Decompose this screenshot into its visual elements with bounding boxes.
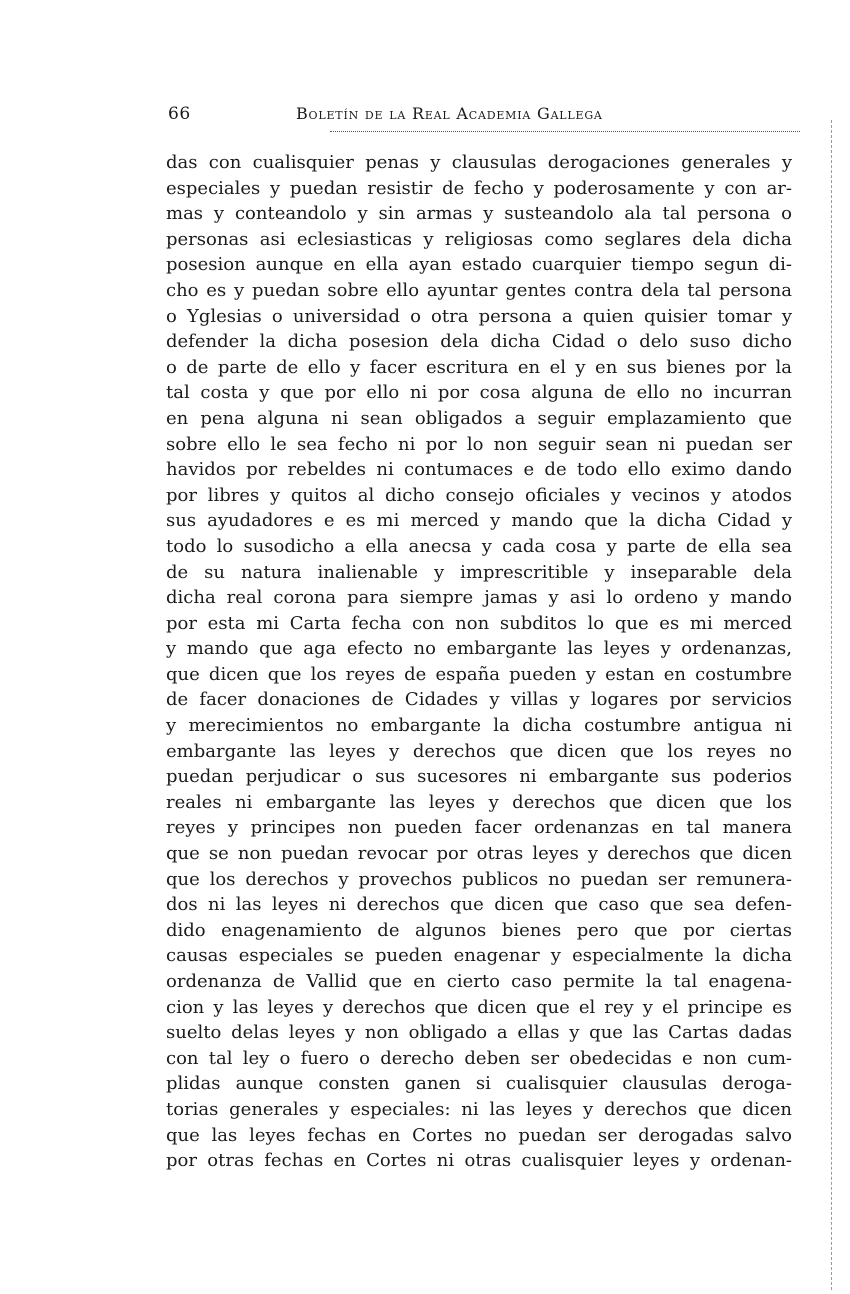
- text-line: por libres y quitos al dicho consejo oficiales y vecinos y atodos: [166, 484, 792, 506]
- page-number: 66: [168, 104, 191, 124]
- text-line: cho es y puedan sobre ello ayuntar gentes contra dela tal persona: [166, 279, 792, 301]
- text-line: por otras fechas en Cortes ni otras cualisquier leyes y ordenan-: [166, 1150, 792, 1172]
- page-edge-shadow: [831, 120, 832, 1290]
- text-line: sus ayudadores e es mi merced y mando que la dicha Cidad y: [166, 510, 792, 532]
- text-line: que las leyes fechas en Cortes no puedan ser derogadas salvo: [166, 1124, 792, 1146]
- body-text: [166, 150, 792, 1174]
- text-line: todo lo susodicho a ella anecsa y cada cosa y parte de ella sea: [166, 535, 792, 557]
- text-line: posesion aunque en ella ayan estado cuarquier tiempo segun di-: [166, 254, 792, 276]
- text-line: en pena alguna ni sean obligados a seguir emplazamiento que: [166, 407, 792, 429]
- text-line: plidas aunque consten ganen si cualisquier clausulas deroga-: [166, 1073, 792, 1095]
- text-line: causas especiales se pueden enagenar y especialmente la dicha: [166, 945, 792, 967]
- text-line: que se non puedan revocar por otras leyes y derechos que dicen: [166, 843, 792, 865]
- text-line: dos ni las leyes ni derechos que dicen que caso que sea defen-: [166, 894, 792, 916]
- text-line: tal costa y que por ello ni por cosa alguna de ello no incurran: [166, 382, 792, 404]
- text-line: especiales y puedan resistir de fecho y poderosamente y con ar-: [166, 177, 792, 199]
- text-line: que los derechos y provechos publicos no puedan ser remunera-: [166, 868, 792, 890]
- text-line: de su natura inalienable y imprescritible y inseparable dela: [166, 561, 792, 583]
- text-line: o Yglesias o universidad o otra persona a quien quisier tomar y: [166, 305, 792, 327]
- text-line: torias generales y especiales: ni las leyes y derechos que dicen: [166, 1098, 792, 1120]
- text-line: dido enagenamiento de algunos bienes pero que por ciertas: [166, 919, 792, 941]
- text-line: reyes y principes non pueden facer ordenanzas en tal manera: [166, 817, 792, 839]
- text-line: con tal ley o fuero o derecho deben ser obedecidas e non cum-: [166, 1047, 792, 1069]
- text-line: havidos por rebeldes ni contumaces e de todo ello eximo dando: [166, 459, 792, 481]
- text-line: de facer donaciones de Cidades y villas y logares por servicios: [166, 689, 792, 711]
- text-line: cion y las leyes y derechos que dicen que el rey y el principe es: [166, 996, 792, 1018]
- text-line: y merecimientos no embargante la dicha costumbre antigua ni: [166, 715, 792, 737]
- text-line: embargante las leyes y derechos que dicen que los reyes no: [166, 740, 792, 762]
- text-line: puedan perjudicar o sus sucesores ni embargante sus poderios: [166, 766, 792, 788]
- text-line: y mando que aga efecto no embargante las leyes y ordenanzas,: [166, 638, 792, 660]
- text-line: suelto delas leyes y non obligado a ellas y que las Cartas dadas: [166, 1022, 792, 1044]
- running-head: Boletín de la Real Academia Gallega: [296, 104, 603, 123]
- text-line: o de parte de ello y facer escritura en el y en sus bienes por la: [166, 356, 792, 378]
- text-line: por esta mi Carta fecha con non subditos lo que es mi merced: [166, 612, 792, 634]
- text-line: sobre ello le sea fecho ni por lo non seguir sean ni puedan ser: [166, 433, 792, 455]
- header-rule: [330, 131, 800, 132]
- text-line: que dicen que los reyes de españa pueden y estan en costumbre: [166, 663, 792, 685]
- text-line: dicha real corona para siempre jamas y asi lo ordeno y mando: [166, 587, 792, 609]
- text-line: reales ni embargante las leyes y derechos que dicen que los: [166, 791, 792, 813]
- text-line: defender la dicha posesion dela dicha Cidad o delo suso dicho: [166, 331, 792, 353]
- text-line: personas asi eclesiasticas y religiosas como seglares dela dicha: [166, 228, 792, 250]
- text-line: mas y conteandolo y sin armas y susteandolo ala tal persona o: [166, 203, 792, 225]
- text-line: ordenanza de Vallid que en cierto caso permite la tal enagena-: [166, 971, 792, 992]
- text-line: das con cualisquier penas y clausulas derogaciones generales y: [166, 152, 792, 173]
